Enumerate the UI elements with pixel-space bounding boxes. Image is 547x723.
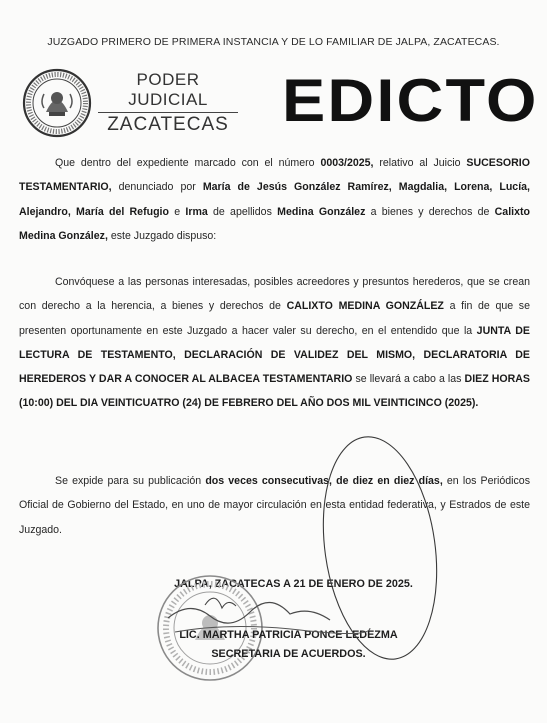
signature-block xyxy=(0,626,547,664)
text-run: e xyxy=(168,205,186,218)
text-run: María de Jesús González Ramírez, Magdalia, Lorena, Lucía, Alejandro, María del Refugio xyxy=(19,181,530,218)
text-run: Calixto Medina González, xyxy=(19,205,530,242)
logo-line-poder-judicial: PODER JUDICIAL xyxy=(98,70,238,113)
judicial-seal-icon xyxy=(22,68,92,138)
document-title: EDICTO xyxy=(282,67,539,134)
text-run: relativo al Juicio xyxy=(373,157,467,169)
court-heading: JUZGADO PRIMERO DE PRIMERA INSTANCIA Y DE LO FAMILIAR DE JALPA, ZACATECAS. xyxy=(47,36,500,48)
poder-judicial-logo xyxy=(98,70,238,137)
text-run: 0003/2025, xyxy=(320,157,374,169)
text-run: dos veces consecutivas, de diez en diez días, xyxy=(205,475,443,487)
text-run: Que dentro del expediente marcado con el número xyxy=(55,157,321,169)
place-date: JALPA, ZACATECAS A 21 DE ENERO DE 2025. xyxy=(174,578,413,590)
text-run: en los Periódicos Oficial de Gobierno del Estado, en uno de mayor circulación en esta entidad federativa, y Estrados de este Juzgado. xyxy=(19,475,530,536)
text-run: Medina González xyxy=(277,205,366,218)
text-run: Se expide para su publicación xyxy=(55,475,206,487)
paragraph-publicacion xyxy=(19,469,530,542)
text-run: CALIXTO MEDINA GONZÁLEZ xyxy=(286,300,444,313)
text-run: a bienes y derechos de xyxy=(365,205,495,218)
text-run: DIEZ HORAS (10:00) DEL DIA VEINTICUATRO (24) DE FEBRERO DEL AÑO DOS MIL VEINTICINCO (2025). xyxy=(19,373,530,410)
text-run: a fin de que se presenten oportunamente en este Juzgado a hacer valer su derecho, en el entendido que la xyxy=(19,300,530,337)
signer-role: SECRETARIA DE ACUERDOS. xyxy=(211,648,366,660)
paragraph-expediente xyxy=(19,151,530,248)
text-run: SUCESORIO TESTAMENTARIO, xyxy=(19,157,530,194)
text-run: este Juzgado dispuso: xyxy=(107,229,217,242)
text-run: Convóquese a las personas interesadas, posibles acreedores y presuntos herederos, que se crean con derecho a la herencia, a bienes y derechos de xyxy=(19,276,530,313)
text-run: JUNTA DE LECTURA DE TESTAMENTO, DECLARACIÓN DE VALIDEZ DEL MISMO, DECLARATORIA DE HEREDEROS Y DAR A CONOCER AL ALBACEA TESTAMENTARIO xyxy=(19,324,530,386)
signer-name: LIC. MARTHA PATRICIA PONCE LEDEZMA xyxy=(179,629,398,641)
logo-line-zacatecas: ZACATECAS xyxy=(107,114,229,135)
text-run: Irma xyxy=(185,205,208,218)
text-run: de apellidos xyxy=(207,205,278,218)
paragraph-convocatoria xyxy=(19,270,530,416)
text-run: denunciado por xyxy=(111,181,203,194)
text-run: se llevará a cabo a las xyxy=(352,373,465,386)
